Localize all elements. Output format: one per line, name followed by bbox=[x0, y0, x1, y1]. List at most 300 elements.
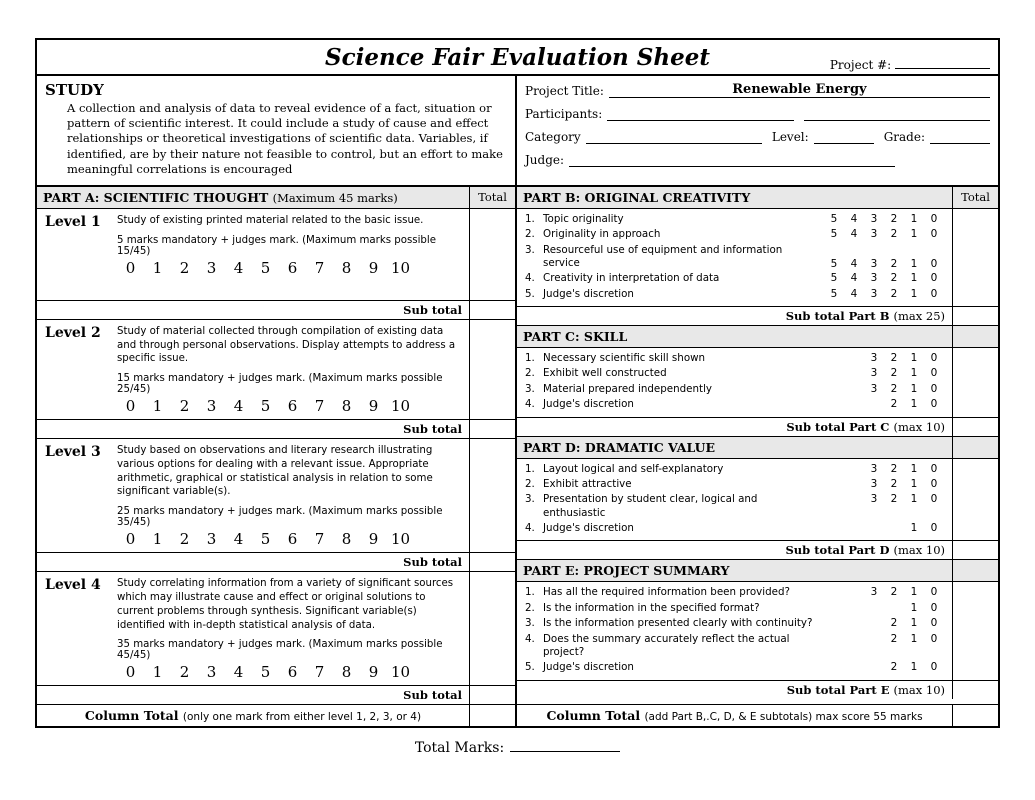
level-2-main bbox=[37, 320, 469, 419]
part-d-title: PART D: DRAMATIC VALUE bbox=[523, 439, 716, 455]
level-4-mandatory: 35 marks mandatory + judges mark. (Maximum marks possible 45/45) bbox=[117, 639, 443, 662]
study-description: A collection and analysis of data to reveal evidence of a fact, situation or pattern of scientific interest. It could include a study of cause and effect relationships or theoretical investigations of scientific data. Variables, if identified, are by their nature not feasible to control, but an effort to make meaningful correlations is encouraged bbox=[67, 101, 503, 176]
option[interactable]: 2 bbox=[890, 228, 898, 241]
item-options[interactable] bbox=[822, 493, 952, 505]
parts-bcde-column-total-box[interactable] bbox=[952, 705, 998, 726]
item-number: 2. bbox=[525, 367, 535, 380]
part-e-subtotal-row bbox=[517, 681, 998, 699]
option[interactable]: 2 bbox=[890, 258, 898, 271]
scale-option[interactable]: 6 bbox=[287, 530, 298, 549]
option[interactable]: 5 bbox=[830, 212, 838, 225]
participants-row bbox=[525, 107, 990, 121]
part-e-total-cell[interactable] bbox=[952, 582, 998, 679]
part-d-title-cell bbox=[517, 437, 952, 458]
list-item bbox=[517, 477, 952, 492]
item-options[interactable] bbox=[822, 522, 952, 534]
item-options[interactable] bbox=[822, 478, 952, 490]
scale-option[interactable]: 8 bbox=[341, 397, 352, 416]
scale-option[interactable]: 0 bbox=[125, 530, 136, 549]
option[interactable]: 2 bbox=[890, 382, 898, 395]
part-d-subtotal-max: (max 10) bbox=[893, 543, 945, 558]
option[interactable]: 0 bbox=[930, 367, 938, 380]
part-e-items bbox=[517, 582, 952, 679]
level-1-mandatory: 5 marks mandatory + judges mark. (Maximum marks possible 15/45) bbox=[117, 234, 436, 257]
item-options[interactable] bbox=[822, 228, 952, 240]
scale-option[interactable]: 6 bbox=[287, 258, 298, 277]
participant-1-input[interactable] bbox=[607, 107, 793, 121]
scale-option[interactable]: 0 bbox=[125, 663, 136, 682]
item-label: Judge's discretion bbox=[543, 287, 634, 300]
study-heading: STUDY bbox=[45, 81, 104, 99]
part-a-column bbox=[37, 187, 517, 704]
option[interactable]: 1 bbox=[910, 601, 918, 614]
part-b-subtotal-row bbox=[517, 307, 998, 326]
part-a-column-total bbox=[37, 705, 517, 726]
level-2-description: Study of material collected through compilation of existing data and through personal observations. Display attempts to address a specific issue. bbox=[117, 325, 456, 365]
item-options[interactable] bbox=[822, 367, 952, 379]
level-2-scale[interactable] bbox=[117, 397, 463, 415]
level-3-mandatory: 25 marks mandatory + judges mark. (Maximum marks possible 35/45) bbox=[117, 506, 443, 529]
item-label: Is the information presented clearly with continuity? bbox=[543, 617, 813, 630]
level-2-row bbox=[37, 320, 515, 420]
part-c-subtotal-text: Sub total Part C bbox=[786, 419, 890, 434]
option[interactable]: 3 bbox=[870, 352, 878, 365]
scale-option[interactable]: 9 bbox=[368, 663, 379, 682]
scale-option[interactable]: 5 bbox=[260, 663, 271, 682]
part-c-body bbox=[517, 348, 998, 418]
option[interactable]: 1 bbox=[910, 367, 918, 380]
option[interactable]: 0 bbox=[930, 272, 938, 285]
option[interactable]: 0 bbox=[930, 212, 938, 225]
level-4-scale[interactable] bbox=[117, 663, 463, 681]
part-d-total-header bbox=[952, 437, 998, 458]
part-e-header bbox=[517, 560, 998, 582]
option[interactable]: 5 bbox=[830, 287, 838, 300]
part-c-subtotal-box[interactable] bbox=[952, 418, 998, 436]
scale-option[interactable]: 1 bbox=[152, 258, 163, 277]
part-a-column-total-label: Column Total bbox=[84, 708, 179, 724]
part-a-column-total-box[interactable] bbox=[469, 705, 515, 726]
project-info-block bbox=[517, 76, 998, 185]
scale-option[interactable]: 10 bbox=[390, 258, 411, 277]
option[interactable]: 4 bbox=[850, 212, 858, 225]
option[interactable]: 1 bbox=[910, 287, 918, 300]
option[interactable]: 2 bbox=[890, 586, 898, 599]
scale-option[interactable]: 5 bbox=[260, 530, 271, 549]
option[interactable]: 0 bbox=[930, 477, 938, 490]
part-e-total-header bbox=[952, 560, 998, 581]
item-number: 5. bbox=[525, 287, 535, 300]
list-item bbox=[517, 271, 952, 286]
level-3-subtotal-box[interactable] bbox=[469, 553, 515, 571]
option[interactable]: 0 bbox=[930, 352, 938, 365]
item-label: Judge's discretion bbox=[543, 398, 634, 411]
list-item bbox=[517, 521, 952, 536]
list-item bbox=[517, 632, 952, 661]
scale-option[interactable]: 7 bbox=[314, 663, 325, 682]
option[interactable]: 1 bbox=[910, 212, 918, 225]
level-4-main bbox=[37, 572, 469, 685]
part-b-subtotal-box[interactable] bbox=[952, 307, 998, 325]
level-3-name: Level 3 bbox=[45, 444, 101, 461]
item-label: Material prepared independently bbox=[543, 382, 713, 395]
item-label: Resourceful use of equipment and information service bbox=[543, 243, 783, 269]
level-2-name: Level 2 bbox=[45, 324, 101, 341]
level-4-total-cell[interactable] bbox=[469, 572, 515, 685]
project-number-field bbox=[830, 58, 990, 72]
part-b-title: PART B: ORIGINAL CREATIVITY bbox=[523, 189, 751, 205]
part-c-title-cell bbox=[517, 326, 952, 347]
item-options[interactable] bbox=[822, 288, 952, 300]
project-title-row bbox=[525, 84, 990, 98]
scale-option[interactable]: 10 bbox=[390, 530, 411, 549]
option[interactable]: 3 bbox=[870, 228, 878, 241]
part-b-subtotal-label bbox=[517, 307, 952, 325]
level-3-main bbox=[37, 439, 469, 552]
level-1-scale[interactable] bbox=[117, 259, 463, 277]
scale-option[interactable]: 9 bbox=[368, 258, 379, 277]
item-options[interactable] bbox=[822, 586, 952, 598]
level-2-subtotal-row bbox=[37, 420, 515, 439]
option[interactable]: 1 bbox=[910, 462, 918, 475]
option[interactable]: 0 bbox=[930, 462, 938, 475]
part-d-items bbox=[517, 459, 952, 541]
option[interactable]: 0 bbox=[930, 661, 938, 674]
list-item bbox=[517, 397, 952, 412]
item-label: Originality in approach bbox=[543, 228, 661, 241]
scale-option[interactable]: 10 bbox=[390, 663, 411, 682]
level-2-subtotal-box[interactable] bbox=[469, 420, 515, 438]
option[interactable]: 1 bbox=[910, 632, 918, 645]
level-3-row bbox=[37, 439, 515, 553]
option[interactable]: 1 bbox=[910, 617, 918, 630]
scale-option[interactable]: 3 bbox=[206, 663, 217, 682]
option[interactable]: 2 bbox=[890, 632, 898, 645]
header-body bbox=[37, 76, 998, 187]
option[interactable]: 2 bbox=[890, 462, 898, 475]
option[interactable]: 5 bbox=[830, 258, 838, 271]
scale-option[interactable]: 1 bbox=[152, 397, 163, 416]
option[interactable]: 1 bbox=[910, 272, 918, 285]
part-a-title: PART A: SCIENTIFIC THOUGHT bbox=[43, 189, 269, 205]
part-a-title-note: (Maximum 45 marks) bbox=[272, 190, 398, 205]
part-d-subtotal-box[interactable] bbox=[952, 541, 998, 559]
option[interactable]: 2 bbox=[890, 287, 898, 300]
list-item bbox=[517, 366, 952, 381]
level-4-name: Level 4 bbox=[45, 577, 101, 594]
option[interactable]: 0 bbox=[930, 287, 938, 300]
item-label: Creativity in interpretation of data bbox=[543, 272, 720, 285]
level-1-total-cell[interactable] bbox=[469, 209, 515, 300]
part-c-total-cell[interactable] bbox=[952, 348, 998, 417]
scale-option[interactable]: 0 bbox=[125, 258, 136, 277]
option[interactable]: 2 bbox=[890, 398, 898, 411]
option[interactable]: 0 bbox=[930, 493, 938, 506]
scale-option[interactable]: 3 bbox=[206, 397, 217, 416]
level-4-row bbox=[37, 572, 515, 686]
option[interactable]: 3 bbox=[870, 287, 878, 300]
part-d-body bbox=[517, 459, 998, 542]
scale-option[interactable]: 2 bbox=[179, 397, 190, 416]
sheet-header bbox=[37, 40, 998, 76]
project-title-input[interactable] bbox=[609, 84, 990, 98]
list-item bbox=[517, 660, 952, 675]
item-options[interactable] bbox=[822, 272, 952, 284]
option[interactable]: 1 bbox=[910, 382, 918, 395]
part-c-subtotal-label bbox=[517, 418, 952, 436]
scale-option[interactable]: 1 bbox=[152, 530, 163, 549]
option[interactable]: 3 bbox=[870, 462, 878, 475]
level-1-subtotal-row bbox=[37, 301, 515, 320]
project-number-label: Project #: bbox=[829, 58, 892, 72]
level-2-mandatory: 15 marks mandatory + judges mark. (Maximum marks possible 25/45) bbox=[117, 373, 443, 396]
option[interactable]: 0 bbox=[930, 258, 938, 271]
option[interactable]: 1 bbox=[910, 258, 918, 271]
option[interactable]: 3 bbox=[870, 586, 878, 599]
item-number: 3. bbox=[525, 382, 535, 395]
item-options[interactable] bbox=[822, 661, 952, 673]
scale-option[interactable]: 8 bbox=[341, 530, 352, 549]
item-label: Judge's discretion bbox=[543, 661, 634, 674]
part-b-body bbox=[517, 209, 998, 307]
level-label: Level: bbox=[771, 130, 809, 144]
item-number: 4. bbox=[525, 398, 535, 411]
part-a-header bbox=[37, 187, 515, 209]
option[interactable]: 2 bbox=[890, 493, 898, 506]
part-e-title-cell bbox=[517, 560, 952, 581]
part-c-total-header bbox=[952, 326, 998, 347]
part-a-title-cell bbox=[37, 187, 469, 208]
project-title-label: Project Title: bbox=[525, 84, 604, 98]
option[interactable]: 2 bbox=[890, 212, 898, 225]
part-b-subtotal-max: (max 25) bbox=[893, 309, 945, 324]
option[interactable]: 2 bbox=[890, 617, 898, 630]
item-number: 3. bbox=[525, 243, 535, 256]
level-1-description: Study of existing printed material related to the basic issue. bbox=[117, 214, 424, 226]
item-options[interactable] bbox=[822, 617, 952, 629]
scale-option[interactable]: 4 bbox=[233, 530, 244, 549]
option[interactable]: 0 bbox=[930, 617, 938, 630]
level-3-scale[interactable] bbox=[117, 530, 463, 548]
item-label: Is the information in the specified format? bbox=[543, 601, 760, 614]
level-1-subtotal-label: Sub total bbox=[403, 302, 462, 317]
participant-2-input[interactable] bbox=[804, 107, 990, 121]
option[interactable]: 3 bbox=[870, 258, 878, 271]
option[interactable]: 0 bbox=[930, 522, 938, 535]
option[interactable]: 4 bbox=[850, 272, 858, 285]
part-c-title: PART C: SKILL bbox=[523, 329, 628, 345]
judge-input[interactable] bbox=[569, 153, 895, 167]
option[interactable]: 3 bbox=[870, 367, 878, 380]
option[interactable]: 1 bbox=[910, 477, 918, 490]
option[interactable]: 5 bbox=[830, 272, 838, 285]
option[interactable]: 3 bbox=[870, 382, 878, 395]
grade-input[interactable] bbox=[930, 130, 990, 144]
level-3-total-cell[interactable] bbox=[469, 439, 515, 552]
option[interactable]: 2 bbox=[890, 367, 898, 380]
evaluation-sheet bbox=[35, 38, 1000, 728]
scale-option[interactable]: 4 bbox=[233, 397, 244, 416]
scale-option[interactable]: 5 bbox=[260, 258, 271, 277]
item-number: 3. bbox=[525, 493, 535, 506]
option[interactable]: 0 bbox=[930, 398, 938, 411]
option[interactable]: 2 bbox=[890, 352, 898, 365]
scale-option[interactable]: 2 bbox=[179, 530, 190, 549]
list-item bbox=[517, 601, 952, 616]
scale-option[interactable]: 2 bbox=[179, 258, 190, 277]
list-item bbox=[517, 243, 952, 272]
part-c-header bbox=[517, 326, 998, 348]
scale-option[interactable]: 7 bbox=[314, 397, 325, 416]
part-b-title-cell bbox=[517, 187, 952, 208]
part-d-subtotal-text: Sub total Part D bbox=[785, 543, 890, 558]
part-e-subtotal-box[interactable] bbox=[952, 681, 998, 699]
item-options[interactable] bbox=[822, 213, 952, 225]
option[interactable]: 1 bbox=[910, 586, 918, 599]
scale-option[interactable]: 3 bbox=[206, 530, 217, 549]
scale-option[interactable]: 3 bbox=[206, 258, 217, 277]
option[interactable]: 4 bbox=[850, 287, 858, 300]
study-definition-block bbox=[37, 76, 517, 185]
category-row bbox=[525, 130, 990, 144]
project-number-input[interactable] bbox=[895, 68, 990, 69]
option[interactable]: 0 bbox=[930, 601, 938, 614]
scale-option[interactable]: 4 bbox=[233, 258, 244, 277]
item-options[interactable] bbox=[822, 258, 952, 270]
option[interactable]: 5 bbox=[830, 228, 838, 241]
option[interactable]: 0 bbox=[930, 586, 938, 599]
item-number: 2. bbox=[525, 228, 535, 241]
part-b-total-header: Total bbox=[952, 187, 998, 208]
parts-bcde-column-total bbox=[517, 705, 998, 726]
option[interactable]: 4 bbox=[850, 228, 858, 241]
option[interactable]: 2 bbox=[890, 661, 898, 674]
option[interactable]: 3 bbox=[870, 272, 878, 285]
scale-option[interactable]: 2 bbox=[179, 663, 190, 682]
option[interactable]: 3 bbox=[870, 212, 878, 225]
item-options[interactable] bbox=[822, 633, 952, 645]
part-b-total-cell[interactable] bbox=[952, 209, 998, 306]
part-e-subtotal-label bbox=[517, 681, 952, 699]
item-label: Judge's discretion bbox=[543, 522, 634, 535]
scale-option[interactable]: 4 bbox=[233, 663, 244, 682]
parts-bcde-column-total-label: Column Total bbox=[546, 708, 641, 724]
level-4-subtotal-box[interactable] bbox=[469, 686, 515, 704]
option[interactable]: 4 bbox=[850, 258, 858, 271]
list-item bbox=[517, 492, 952, 521]
option[interactable]: 1 bbox=[910, 228, 918, 241]
scale-option[interactable]: 9 bbox=[368, 530, 379, 549]
item-number: 3. bbox=[525, 617, 535, 630]
item-options[interactable] bbox=[822, 463, 952, 475]
scale-option[interactable]: 8 bbox=[341, 663, 352, 682]
item-options[interactable] bbox=[822, 352, 952, 364]
option[interactable]: 2 bbox=[890, 477, 898, 490]
item-label: Presentation by student clear, logical and enthusiastic bbox=[543, 493, 758, 519]
level-3-description: Study based on observations and literary research illustrating various options for dealing with a relevant issue. Appropriate arithmetic, graphical or statistical analysis in relation to some significant variable(s). bbox=[117, 445, 433, 498]
option[interactable]: 1 bbox=[910, 661, 918, 674]
part-c-subtotal-max: (max 10) bbox=[893, 419, 945, 434]
level-2-total-cell[interactable] bbox=[469, 320, 515, 419]
part-e-title: PART E: PROJECT SUMMARY bbox=[523, 563, 730, 579]
option[interactable]: 2 bbox=[890, 272, 898, 285]
item-number: 4. bbox=[525, 272, 535, 285]
part-b-items bbox=[517, 209, 952, 306]
scale-option[interactable]: 9 bbox=[368, 397, 379, 416]
scoring-grid bbox=[37, 187, 998, 704]
scale-option[interactable]: 7 bbox=[314, 258, 325, 277]
level-1-name: Level 1 bbox=[45, 213, 101, 230]
item-number: 1. bbox=[525, 352, 535, 365]
option[interactable]: 3 bbox=[870, 477, 878, 490]
category-label: Category bbox=[525, 130, 581, 144]
level-input[interactable] bbox=[814, 130, 874, 144]
part-a-column-total-note: (only one mark from either level 1, 2, 3, or 4) bbox=[182, 711, 422, 724]
scale-option[interactable]: 1 bbox=[152, 663, 163, 682]
option[interactable]: 1 bbox=[910, 522, 918, 535]
part-a-total-header: Total bbox=[469, 187, 515, 208]
item-label: Layout logical and self-explanatory bbox=[543, 462, 724, 475]
scale-option[interactable]: 6 bbox=[287, 397, 298, 416]
column-total-row bbox=[37, 704, 998, 726]
part-e-subtotal-text: Sub total Part E bbox=[786, 682, 890, 697]
scale-option[interactable]: 7 bbox=[314, 530, 325, 549]
option[interactable]: 1 bbox=[910, 493, 918, 506]
page-title: Science Fair Evaluation Sheet bbox=[324, 44, 710, 71]
scale-option[interactable]: 10 bbox=[390, 397, 411, 416]
item-options[interactable] bbox=[822, 602, 952, 614]
part-d-total-cell[interactable] bbox=[952, 459, 998, 541]
level-1-subtotal-box[interactable] bbox=[469, 301, 515, 319]
part-b-header bbox=[517, 187, 998, 209]
level-2-subtotal-label: Sub total bbox=[403, 422, 462, 437]
parts-bcde-column-total-text bbox=[517, 705, 952, 726]
category-input[interactable] bbox=[586, 130, 762, 144]
item-number: 4. bbox=[525, 632, 535, 645]
list-item bbox=[517, 287, 952, 302]
project-title-value: Renewable Energy bbox=[732, 82, 867, 97]
option[interactable]: 1 bbox=[910, 398, 918, 411]
total-marks-row bbox=[35, 740, 1000, 756]
option[interactable]: 3 bbox=[870, 493, 878, 506]
list-item bbox=[517, 616, 952, 631]
scale-option[interactable]: 5 bbox=[260, 397, 271, 416]
list-item bbox=[517, 227, 952, 242]
item-options[interactable] bbox=[822, 398, 952, 410]
part-b-subtotal-text: Sub total Part B bbox=[785, 309, 890, 324]
total-marks-input[interactable] bbox=[510, 751, 620, 752]
scale-option[interactable]: 8 bbox=[341, 258, 352, 277]
option[interactable]: 1 bbox=[910, 352, 918, 365]
option[interactable]: 0 bbox=[930, 632, 938, 645]
scale-option[interactable]: 0 bbox=[125, 397, 136, 416]
grade-label: Grade: bbox=[883, 130, 925, 144]
level-4-subtotal-label: Sub total bbox=[403, 688, 462, 703]
option[interactable]: 0 bbox=[930, 228, 938, 241]
part-e-subtotal-max: (max 10) bbox=[893, 682, 945, 697]
judge-label: Judge: bbox=[525, 153, 565, 167]
level-4-description: Study correlating information from a variety of significant sources which may illustrate cause and effect or original solutions to current problems through synthesis. Significant variable(s) identified with in-depth statistical analysis of data. bbox=[117, 578, 454, 631]
scale-option[interactable]: 6 bbox=[287, 663, 298, 682]
item-number: 2. bbox=[525, 601, 535, 614]
item-label: Necessary scientific skill shown bbox=[543, 352, 706, 365]
item-label: Topic originality bbox=[543, 212, 624, 225]
option[interactable]: 0 bbox=[930, 382, 938, 395]
level-3-subtotal-row bbox=[37, 553, 515, 572]
item-options[interactable] bbox=[822, 383, 952, 395]
list-item bbox=[517, 212, 952, 227]
item-number: 1. bbox=[525, 586, 535, 599]
